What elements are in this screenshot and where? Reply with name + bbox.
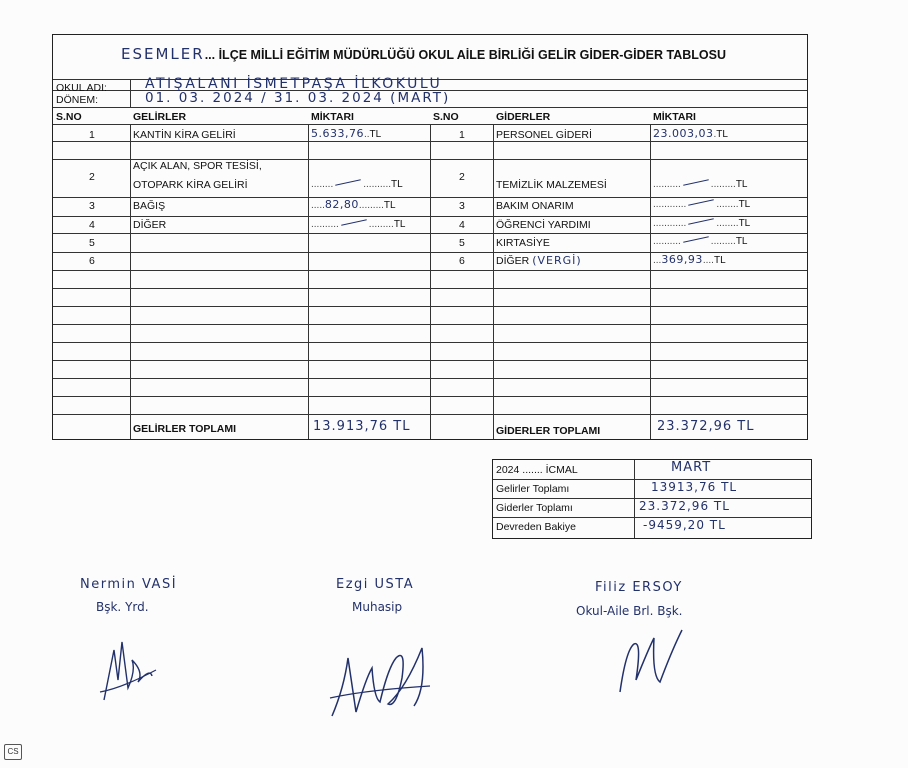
- income-name-line2: OTOPARK KİRA GELİRİ: [133, 179, 248, 191]
- expense-name: PERSONEL GİDERİ: [496, 129, 592, 141]
- icmal-month: MART: [671, 460, 712, 475]
- expense-amount: 23.003,03.TL: [653, 127, 728, 140]
- expense-amount: .......... .........TL: [653, 236, 748, 247]
- expense-no: 6: [459, 255, 465, 267]
- expense-amount: ...369,93....TL: [653, 253, 726, 266]
- dash-mark: [335, 179, 361, 185]
- income-amount: .......... .........TL: [311, 219, 406, 230]
- expense-name: TEMİZLİK MALZEMESİ: [496, 179, 607, 191]
- signature-2: [326, 628, 436, 728]
- icmal-balance-value: -9459,20 TL: [643, 518, 726, 532]
- income-amount: ........ ..........TL: [311, 179, 403, 190]
- income-no: 1: [89, 129, 95, 141]
- expense-note: (VERGİ): [532, 254, 582, 267]
- icmal-summary-table: [492, 459, 812, 539]
- income-name-line1: AÇIK ALAN, SPOR TESİSİ,: [133, 160, 262, 172]
- expense-no: 2: [459, 171, 465, 183]
- signatory-2-title: Muhasip: [352, 600, 403, 614]
- icmal-expense-label: Giderler Toplamı: [496, 502, 573, 514]
- income-no: 2: [89, 171, 95, 183]
- dash-mark: [341, 219, 367, 225]
- school-label: OKUL ADI:: [56, 82, 107, 94]
- expense-name: ÖĞRENCİ YARDIMI: [496, 219, 591, 231]
- icmal-year-label: 2024 ....... İCMAL: [496, 464, 578, 476]
- period-label: DÖNEM:: [56, 94, 98, 106]
- expense-no: 1: [459, 129, 465, 141]
- income-name: DİĞER: [133, 219, 167, 231]
- col-sno: S.NO: [56, 111, 82, 123]
- col-sno-2: S.NO: [433, 111, 459, 123]
- expense-no: 5: [459, 237, 465, 249]
- budget-table: [52, 34, 808, 440]
- expense-no: 3: [459, 200, 465, 212]
- expense-name: KIRTASİYE: [496, 237, 550, 249]
- expense-total-value: 23.372,96 TL: [657, 419, 755, 434]
- dash-mark: [683, 179, 709, 185]
- district-name-handwritten: ESEMLER: [121, 45, 205, 63]
- col-expense: GİDERLER: [496, 111, 551, 123]
- camscanner-logo: CS: [4, 744, 22, 760]
- col-amount: MİKTARI: [311, 111, 354, 123]
- expense-amount: ............ ........TL: [653, 199, 751, 210]
- col-income: GELİRLER: [133, 111, 187, 123]
- dash-mark: [689, 199, 715, 205]
- dash-mark: [683, 236, 709, 242]
- expense-name: DİĞER (VERGİ): [496, 254, 582, 267]
- signatory-1-name: Nermin VASİ: [80, 577, 178, 592]
- expense-total-label: GİDERLER TOPLAMI: [496, 425, 601, 437]
- signature-1: [92, 630, 162, 710]
- school-name: ATIŞALANI İSMETPAŞA İLKOKULU: [145, 76, 443, 92]
- expense-amount: ............ ........TL: [653, 218, 751, 229]
- table-title: [121, 45, 726, 63]
- income-name: BAĞIŞ: [133, 200, 166, 212]
- expense-name: BAKIM ONARIM: [496, 200, 574, 212]
- period-value: 01. 03. 2024 / 31. 03. 2024 (MART): [145, 90, 451, 106]
- income-total-label: GELİRLER TOPLAMI: [133, 423, 237, 435]
- income-no: 6: [89, 255, 95, 267]
- signatory-1-title: Bşk. Yrd.: [96, 600, 149, 614]
- income-no: 5: [89, 237, 95, 249]
- income-no: 3: [89, 200, 95, 212]
- expense-no: 4: [459, 219, 465, 231]
- dash-mark: [689, 218, 715, 224]
- expense-amount: .......... .........TL: [653, 179, 748, 190]
- income-total-value: 13.913,76 TL: [313, 419, 411, 434]
- col-amount-2: MİKTARI: [653, 111, 696, 123]
- income-name: KANTİN KİRA GELİRİ: [133, 129, 236, 141]
- icmal-balance-label: Devreden Bakiye: [496, 521, 576, 533]
- icmal-income-value: 13913,76 TL: [651, 480, 738, 494]
- icmal-expense-value: 23.372,96 TL: [639, 499, 730, 513]
- title-printed: ... İLÇE MİLLİ EĞİTİM MÜDÜRLÜĞÜ OKUL AİLE BİRLİĞİ GELİR GİDER-GİDER TABLOSU: [204, 48, 726, 62]
- income-amount-value: 5.633,76: [311, 127, 364, 140]
- income-no: 4: [89, 219, 95, 231]
- icmal-income-label: Gelirler Toplamı: [496, 483, 570, 495]
- signatory-2-name: Ezgi USTA: [336, 577, 415, 592]
- signature-3: [612, 620, 692, 700]
- signatory-3-title: Okul-Aile Brl. Bşk.: [576, 604, 683, 618]
- income-amount: .....82,80.........TL: [311, 198, 396, 211]
- income-amount: 5.633,76..TL: [311, 127, 382, 140]
- signatory-3-name: Filiz ERSOY: [595, 580, 683, 595]
